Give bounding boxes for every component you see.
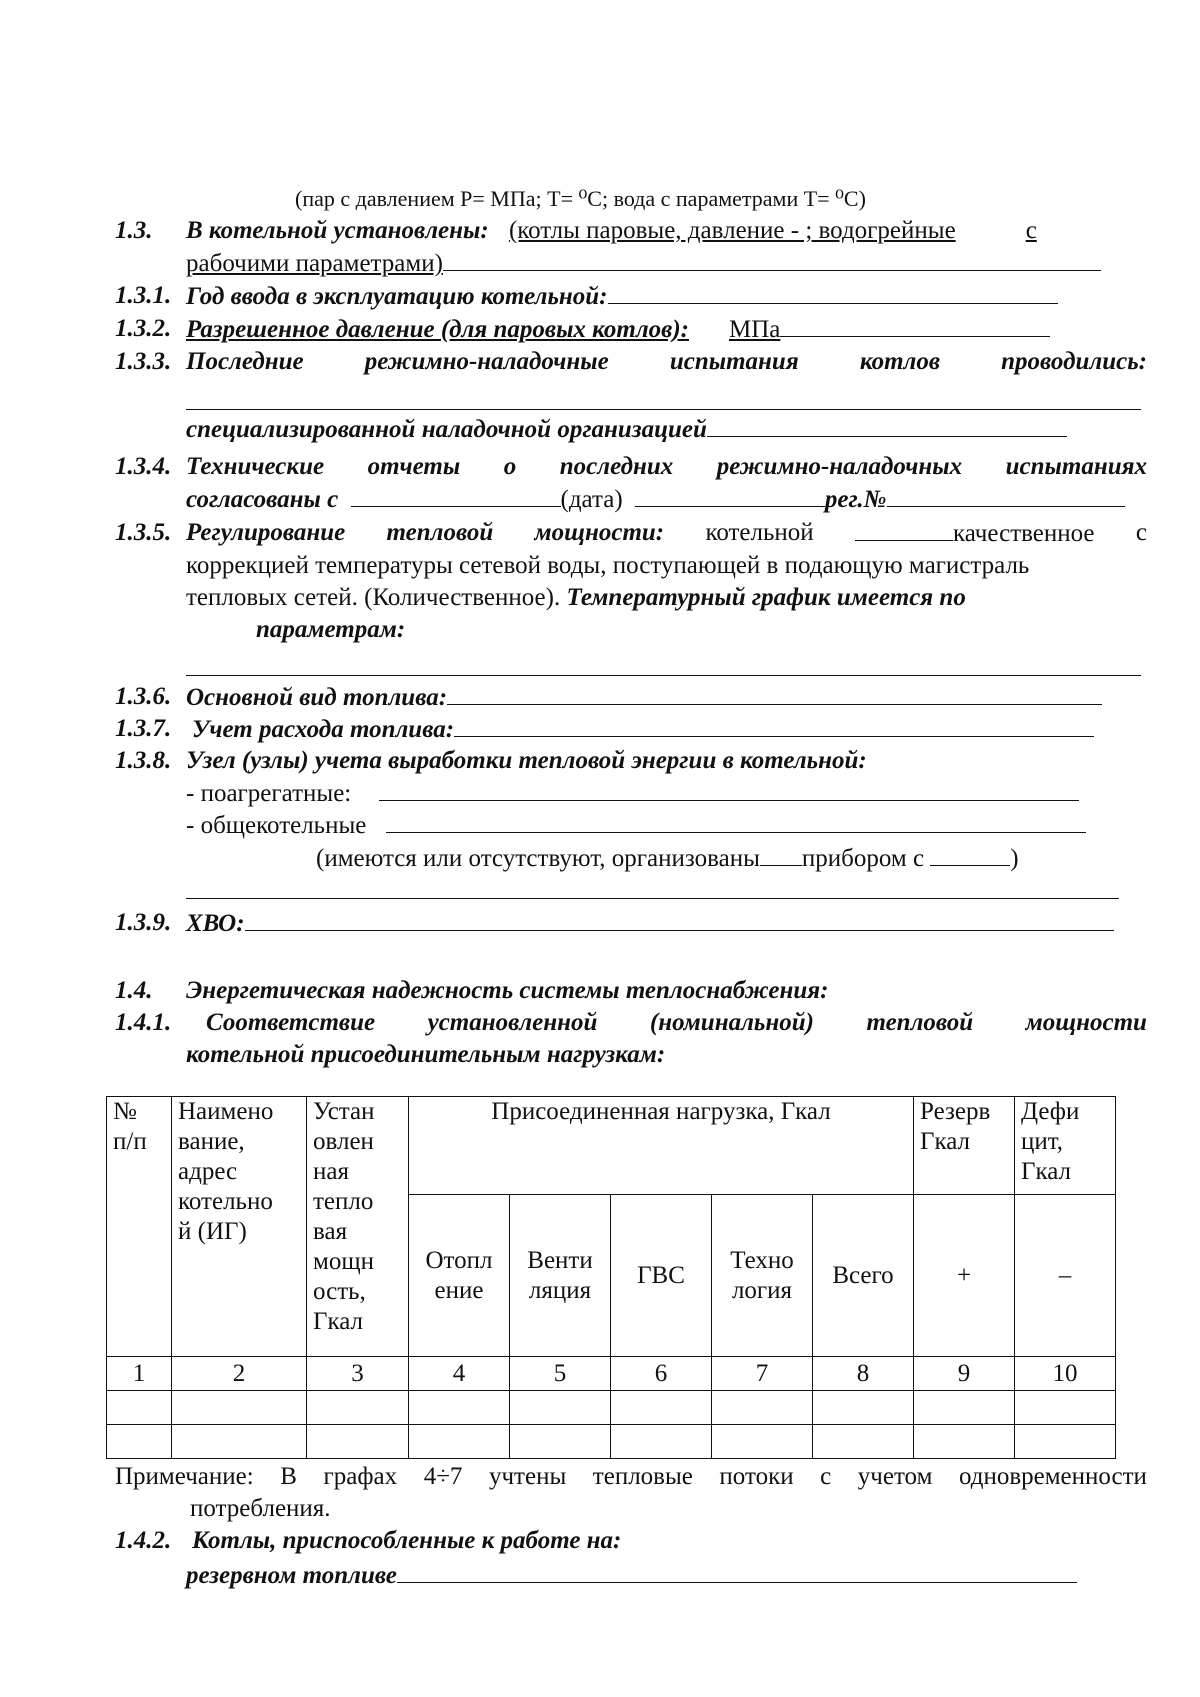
index-cell: 7 bbox=[712, 1357, 813, 1391]
fill-line bbox=[379, 778, 1079, 801]
word: проводились: bbox=[1001, 348, 1147, 375]
section-text: резервном топливе bbox=[186, 1562, 397, 1589]
subheader-cell-plus: + bbox=[914, 1195, 1015, 1357]
unit-label: МПа bbox=[729, 316, 781, 343]
index-cell: 10 bbox=[1015, 1357, 1116, 1391]
section-title: Разрешенное давление (для паровых котлов): bbox=[186, 316, 689, 343]
list-item: - общекотельные bbox=[186, 812, 367, 839]
fill-line bbox=[608, 281, 1058, 304]
fill-line bbox=[245, 908, 1114, 931]
index-cell: 2 bbox=[172, 1357, 307, 1391]
section-1-3-6-line bbox=[186, 682, 1102, 713]
fill-line bbox=[186, 898, 1119, 899]
section-1-3-5-line3 bbox=[186, 583, 966, 613]
section-1-3-4-line2 bbox=[186, 484, 1125, 515]
fill-line bbox=[454, 714, 1094, 737]
section-text: Температурный график имеется по bbox=[566, 584, 966, 611]
section-text: специализированной наладочной организацией bbox=[186, 416, 707, 443]
table-row bbox=[107, 1425, 1116, 1459]
section-title: В котельной установлены: bbox=[186, 217, 489, 244]
subheader-cell-total: Всего bbox=[813, 1195, 914, 1357]
word: испытаниях bbox=[1005, 453, 1147, 480]
table-note-line bbox=[115, 1462, 1147, 1492]
section-1-3-line2 bbox=[186, 248, 1101, 279]
section-title: ХВО: bbox=[186, 910, 245, 937]
section-number: 1.3.1. bbox=[115, 282, 172, 309]
word: мощности: bbox=[534, 519, 665, 546]
word: испытания bbox=[669, 348, 799, 375]
section-text: (котлы паровые, давление - ; водогрейные bbox=[508, 217, 956, 244]
word: потоки bbox=[719, 1463, 794, 1490]
fill-line bbox=[351, 484, 561, 507]
word: с bbox=[820, 1463, 832, 1490]
section-1-4-2-line: Котлы, приспособленные к работе на: bbox=[192, 1527, 622, 1554]
header-cell-reserve: Резерв Гкал bbox=[914, 1097, 1015, 1195]
subheader-cell-heating: Отопл ение bbox=[409, 1195, 510, 1357]
section-1-4-1-line bbox=[206, 1008, 1147, 1038]
subheader-cell-hot-water: ГВС bbox=[611, 1195, 712, 1357]
index-cell: 1 bbox=[107, 1357, 172, 1391]
section-number: 1.3.4. bbox=[115, 453, 172, 480]
section-1-4-2-line2 bbox=[186, 1560, 1077, 1591]
section-number: 1.3.7. bbox=[115, 715, 172, 742]
section-number: 1.4. bbox=[115, 977, 153, 1004]
word: Последние bbox=[186, 348, 304, 375]
reg-label: рег.№ bbox=[824, 486, 887, 513]
fill-line bbox=[386, 810, 1086, 833]
section-1-3-3-line bbox=[186, 347, 1147, 377]
section-1-3-8-item2 bbox=[186, 810, 1086, 841]
word: режимно-наладочных bbox=[716, 453, 963, 480]
fill-line bbox=[855, 518, 953, 541]
date-label: (дата) bbox=[560, 486, 623, 513]
table-index-row bbox=[107, 1357, 1116, 1391]
section-1-3-2-line bbox=[186, 314, 1050, 345]
section-text: рабочими параметрами) bbox=[186, 250, 443, 277]
section-1-3-3-line2 bbox=[186, 414, 1067, 445]
word: о bbox=[503, 453, 517, 480]
word: с bbox=[1135, 519, 1147, 546]
section-1-3-5-line4: параметрам: bbox=[256, 616, 406, 643]
word: Примечание: bbox=[115, 1463, 254, 1490]
index-cell: 9 bbox=[914, 1357, 1015, 1391]
section-1-3-1-line bbox=[186, 281, 1058, 312]
word: Технические bbox=[186, 453, 325, 480]
word: графах bbox=[323, 1463, 398, 1490]
section-1-3-7-line bbox=[192, 714, 1094, 745]
subheader-cell-ventilation: Венти ляция bbox=[510, 1195, 611, 1357]
section-text: тепловых сетей. (Количественное). bbox=[186, 584, 561, 611]
section-1-4-line: Энергетическая надежность системы теплоснабжения: bbox=[186, 977, 829, 1004]
fill-line bbox=[930, 843, 1010, 866]
fill-line bbox=[780, 314, 1050, 337]
load-table bbox=[106, 1096, 1116, 1459]
subheader-cell-technology: Техно логия bbox=[712, 1195, 813, 1357]
note-text: (имеются или отсутствуют, организованы bbox=[316, 845, 760, 872]
index-cell: 3 bbox=[307, 1357, 409, 1391]
fill-line bbox=[760, 843, 802, 866]
section-1-3-5-line2: коррекцией температуры сетевой воды, поступающей в подающую магистраль bbox=[186, 552, 1030, 579]
fill-line bbox=[397, 1560, 1077, 1583]
section-number: 1.3. bbox=[115, 217, 153, 244]
index-cell: 6 bbox=[611, 1357, 712, 1391]
word: установленной bbox=[427, 1009, 598, 1036]
word: тепловой bbox=[866, 1009, 974, 1036]
section-1-3-line bbox=[186, 216, 1147, 246]
word: мощности bbox=[1025, 1009, 1147, 1036]
note-text: ) bbox=[1010, 845, 1019, 872]
index-cell: 4 bbox=[409, 1357, 510, 1391]
fill-line bbox=[186, 675, 1141, 676]
word: (номинальной) bbox=[649, 1009, 814, 1036]
word: тепловой bbox=[386, 519, 494, 546]
section-number: 1.3.3. bbox=[115, 348, 172, 375]
word: отчеты bbox=[367, 453, 461, 480]
section-1-4-1-line2: котельной присоединительным нагрузкам: bbox=[186, 1041, 666, 1068]
word: режимно-наладочные bbox=[364, 348, 609, 375]
section-1-3-8-line: Узел (узлы) учета выработки тепловой энергии в котельной: bbox=[186, 747, 867, 774]
section-number: 1.4.1. bbox=[115, 1009, 172, 1036]
section-text: согласованы с bbox=[186, 486, 339, 513]
fill-line bbox=[186, 409, 1141, 410]
section-1-3-5-line bbox=[186, 518, 1147, 549]
section-number: 1.3.6. bbox=[115, 683, 172, 710]
header-cell-deficit: Дефи цит, Гкал bbox=[1015, 1097, 1116, 1195]
word: Соответствие bbox=[206, 1009, 376, 1036]
note-text: прибором с bbox=[801, 845, 925, 872]
section-1-3-8-note bbox=[316, 843, 1019, 874]
section-number: 1.3.8. bbox=[115, 747, 172, 774]
section-1-3-4-line bbox=[186, 452, 1147, 482]
fill-line bbox=[443, 248, 1101, 271]
header-cell-number: № п/п bbox=[107, 1097, 172, 1357]
subheader-cell-minus: – bbox=[1015, 1195, 1116, 1357]
word: В bbox=[280, 1463, 297, 1490]
word: последних bbox=[559, 453, 674, 480]
table-row bbox=[107, 1391, 1116, 1425]
word: учтены bbox=[488, 1463, 567, 1490]
word: котельной bbox=[705, 519, 814, 546]
table-note-line2: потребления. bbox=[190, 1495, 331, 1522]
section-title: Основной вид топлива: bbox=[186, 684, 448, 711]
fill-line bbox=[635, 484, 825, 507]
header-cell-connected-load: Присоединенная нагрузка, Гкал bbox=[409, 1097, 914, 1195]
word: учетом bbox=[857, 1463, 933, 1490]
word: котлов bbox=[859, 348, 941, 375]
section-text: с bbox=[1025, 217, 1037, 244]
word: одновременности bbox=[958, 1463, 1147, 1490]
section-title: Учет расхода топлива: bbox=[192, 716, 455, 743]
parameters-line: (пар с давлением Р= МПа; Т= ⁰С; вода с параметрами Т= ⁰С) bbox=[295, 186, 866, 211]
section-number: 1.3.9. bbox=[115, 909, 172, 936]
word: тепловые bbox=[592, 1463, 693, 1490]
index-cell: 5 bbox=[510, 1357, 611, 1391]
header-cell-capacity: Устан овлен ная тепло вая мощн ость, Гкал bbox=[307, 1097, 409, 1357]
fill-line bbox=[887, 484, 1125, 507]
section-number: 1.3.2. bbox=[115, 315, 172, 342]
table-header-row bbox=[107, 1097, 1116, 1195]
section-title: Год ввода в эксплуатацию котельной: bbox=[186, 283, 608, 310]
fill-line bbox=[707, 414, 1067, 437]
word: 4÷7 bbox=[423, 1463, 463, 1490]
section-1-3-8-item1 bbox=[186, 778, 1079, 809]
header-cell-name: Наимено вание, адрес котельно й (ИГ) bbox=[172, 1097, 307, 1357]
fill-line bbox=[447, 682, 1102, 705]
word: качественное bbox=[952, 520, 1095, 547]
section-number: 1.4.2. bbox=[115, 1527, 172, 1554]
section-1-3-9-line bbox=[186, 908, 1114, 939]
word: Регулирование bbox=[186, 519, 346, 546]
index-cell: 8 bbox=[813, 1357, 914, 1391]
section-number: 1.3.5. bbox=[115, 519, 172, 546]
list-item: - поагрегатные: bbox=[186, 780, 352, 807]
